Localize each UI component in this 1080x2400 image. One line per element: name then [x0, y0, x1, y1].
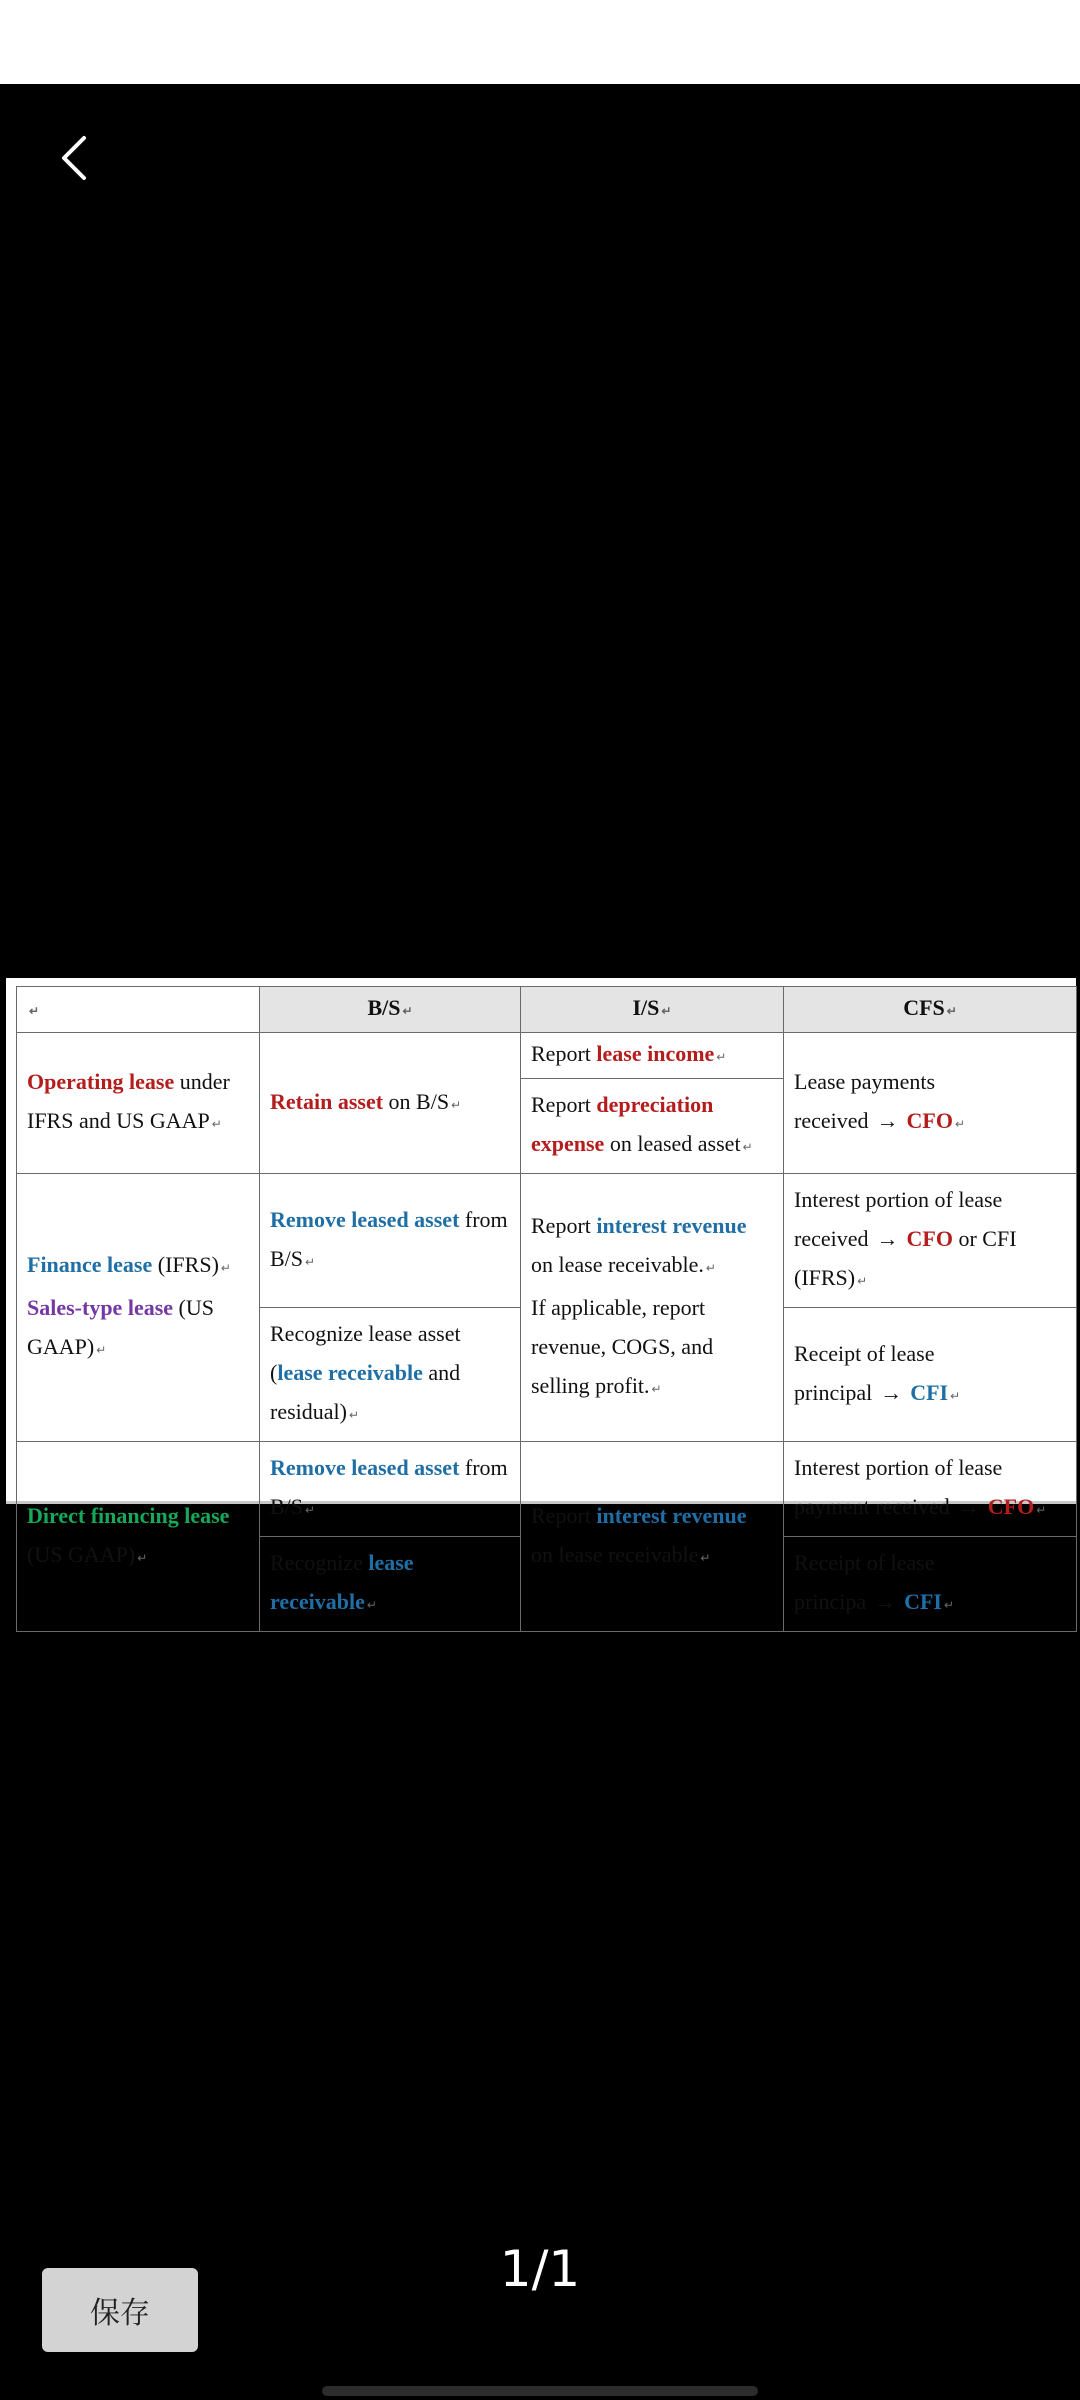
direct-lease-bs-recognize: Recognize lease receivable ↵: [260, 1537, 521, 1632]
operating-lease-is-depreciation: Report depreciation expense on leased asset ↵: [521, 1079, 784, 1174]
direct-lease-bs-remove: Remove leased asset from B/S ↵: [260, 1442, 521, 1537]
table-row: [17, 1033, 1077, 1079]
save-button[interactable]: 保存: [42, 2268, 198, 2352]
back-button[interactable]: [44, 120, 104, 196]
table-row: [17, 1174, 1077, 1308]
header-is: I/S ↵: [521, 987, 784, 1033]
finance-lease-bs-recognize: Recognize lease asset (lease receivable and residual) ↵: [260, 1308, 521, 1442]
chevron-left-icon: [44, 120, 104, 196]
finance-lease-bs-remove: Remove leased asset from B/S ↵: [260, 1174, 521, 1308]
operating-lease-cfs: Lease payments received → CFO ↵: [784, 1033, 1077, 1174]
operating-lease-is-income: Report lease income ↵: [521, 1033, 784, 1079]
status-bar: [0, 0, 1080, 84]
operating-lease-name: Operating lease under IFRS and US GAAP ↵: [17, 1033, 260, 1174]
direct-lease-cfs-interest: Interest portion of lease payment received → CFO ↵: [784, 1442, 1077, 1537]
lease-table: [16, 986, 1077, 1632]
operating-lease-bs: Retain asset on B/S ↵: [260, 1033, 521, 1174]
page-indicator: 1/1: [499, 2240, 581, 2298]
header-empty: ↵: [17, 987, 260, 1033]
header-cfs: CFS ↵: [784, 987, 1077, 1033]
home-indicator-bar[interactable]: [322, 2386, 758, 2396]
finance-lease-cfs-principal: Receipt of lease principal → CFI ↵: [784, 1308, 1077, 1442]
finance-lease-is: Report interest revenue on lease receivable. ↵ If applicable, report revenue, COGS, and selling profit. ↵: [521, 1174, 784, 1442]
direct-lease-name: Direct financing lease (US GAAP) ↵: [17, 1442, 260, 1632]
finance-lease-cfs-interest: Interest portion of lease received → CFO or CFI (IFRS) ↵: [784, 1174, 1077, 1308]
table-header-row: [17, 987, 1077, 1033]
table-row: [17, 1442, 1077, 1537]
finance-lease-name: Finance lease (IFRS) ↵ Sales-type lease (US GAAP) ↵: [17, 1174, 260, 1442]
image-viewer[interactable]: [6, 978, 1076, 1614]
direct-lease-cfs-principal: Receipt of lease principa → CFI ↵: [784, 1537, 1077, 1632]
direct-lease-is: Report interest revenue on lease receivable ↵: [521, 1442, 784, 1632]
header-bs: B/S ↵: [260, 987, 521, 1033]
